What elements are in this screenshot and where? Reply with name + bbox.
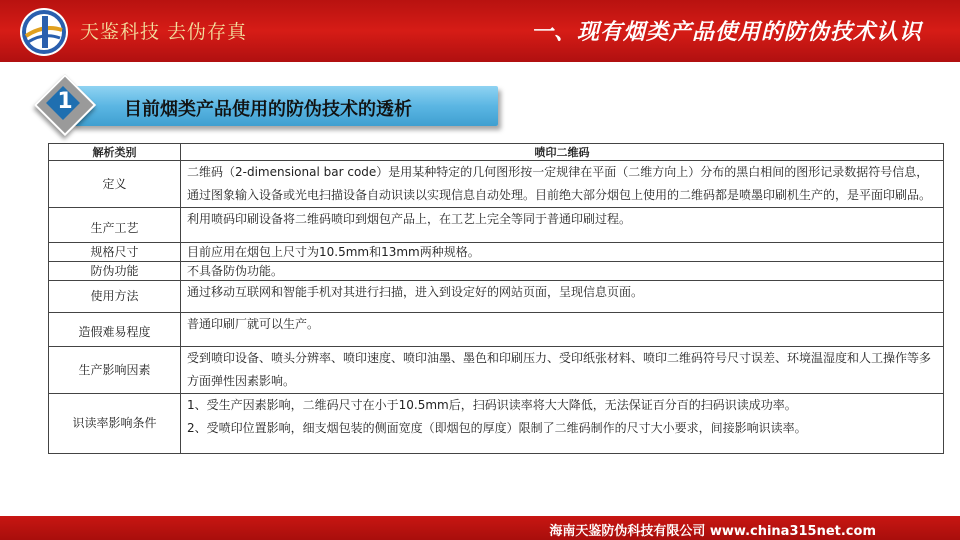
section-number: 1 — [57, 89, 73, 114]
row-content: 目前应用在烟包上尺寸为10.5mm和13mm两种规格。 — [181, 243, 944, 262]
brand-slogan: 天鉴科技 去伪存真 — [80, 21, 248, 43]
row-category: 防伪功能 — [49, 262, 181, 281]
table-row — [49, 208, 944, 243]
footer-company: 海南天鉴防伪科技有限公司 www.china315net.com — [549, 524, 876, 539]
row-category: 生产工艺 — [49, 208, 181, 243]
table-row — [49, 313, 944, 347]
row-content: 不具备防伪功能。 — [181, 262, 944, 281]
spec-table — [48, 143, 944, 454]
row-category: 规格尺寸 — [49, 243, 181, 262]
row-content: 利用喷码印刷设备将二维码喷印到烟包产品上，在工艺上完全等同于普通印刷过程。 — [181, 208, 944, 243]
header-bar — [0, 0, 960, 62]
row-category: 定义 — [49, 161, 181, 208]
table-row — [49, 262, 944, 281]
row-category: 识读率影响条件 — [49, 394, 181, 454]
row-content: 二维码（2-dimensional bar code）是用某种特定的几何图形按一定规律在平面（二维方向上）分布的黑白相间的图形记录数据符号信息，通过图象输入设备或光电扫描设备自动识读以实现信息自动处理。目前绝大部分烟包上使用的二维码都是喷墨印刷机生产的，是平面印刷品。 — [181, 161, 944, 208]
row-content — [181, 394, 944, 454]
table-row — [49, 347, 944, 394]
section-title: 目前烟类产品使用的防伪技术的透析 — [124, 99, 412, 120]
section-number-badge — [38, 78, 92, 132]
row-content: 受到喷印设备、喷头分辨率、喷印速度、喷印油墨、墨色和印刷压力、受印纸张材料、喷印二维码符号尺寸误差、环境温湿度和人工操作等多方面弹性因素影响。 — [181, 347, 944, 394]
row-content-line: 1、受生产因素影响，二维码尺寸在小于10.5mm后，扫码识读率将大大降低，无法保证百分百的扫码识读成功率。 — [187, 398, 797, 412]
table-header-row — [49, 144, 944, 161]
table-row — [49, 394, 944, 454]
row-content: 普通印刷厂就可以生产。 — [181, 313, 944, 347]
globe-logo-icon — [18, 6, 70, 58]
page-title: 一、现有烟类产品使用的防伪技术认识 — [530, 20, 922, 45]
row-category: 生产影响因素 — [49, 347, 181, 394]
section-banner — [72, 86, 498, 126]
row-category: 造假难易程度 — [49, 313, 181, 347]
footer-bar — [0, 516, 960, 540]
row-content-line: 2、受喷印位置影响，细支烟包装的侧面宽度（即烟包的厚度）限制了二维码制作的尺寸大小要求，间接影响识读率。 — [187, 421, 807, 435]
table-row — [49, 243, 944, 262]
table-row — [49, 161, 944, 208]
table-row — [49, 281, 944, 313]
row-category: 使用方法 — [49, 281, 181, 313]
header-content: 喷印二维码 — [181, 144, 944, 161]
row-content: 通过移动互联网和智能手机对其进行扫描，进入到设定好的网站页面，呈现信息页面。 — [181, 281, 944, 313]
header-category: 解析类别 — [49, 144, 181, 161]
